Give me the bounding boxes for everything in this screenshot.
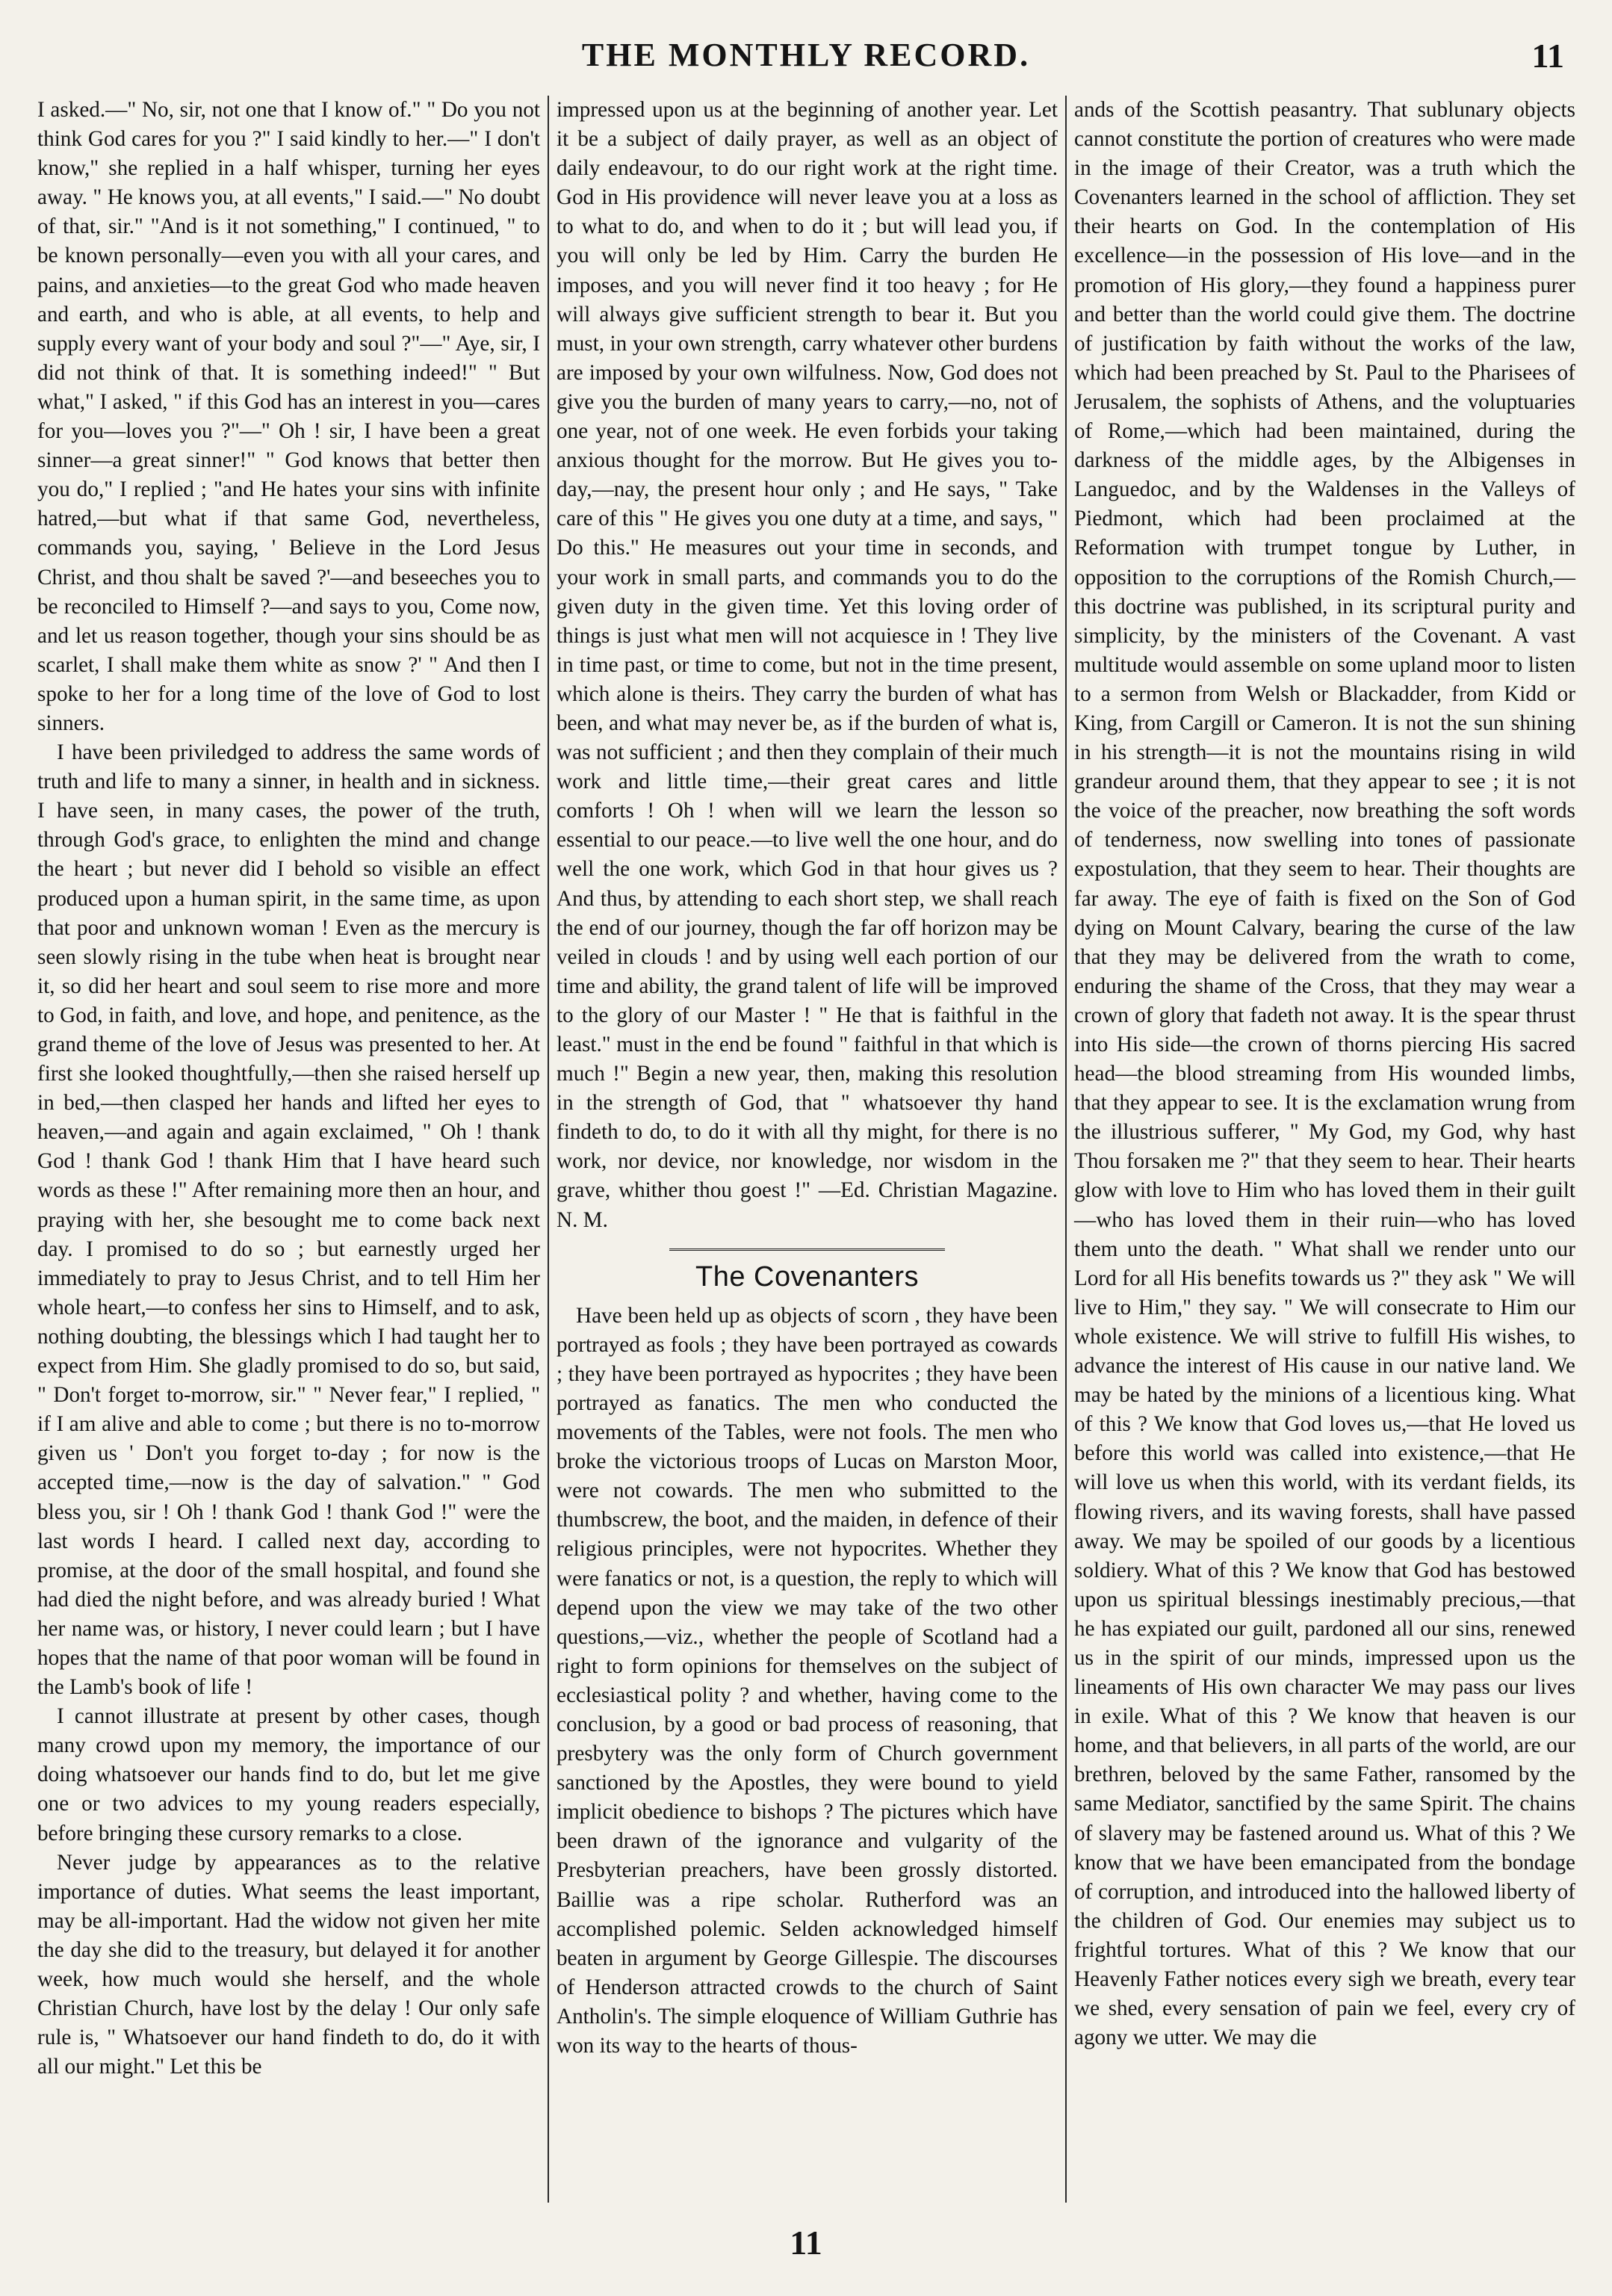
section-divider — [669, 1248, 945, 1251]
running-header — [30, 36, 1582, 81]
column-left — [30, 96, 548, 2203]
paragraph: ands of the Scottish peasantry. That sublunary objects cannot constitute the portion of creatures who were made in the image of their Creator, was a truth which the Covenanters learned in the school of affliction. They set their hearts on God. In the contemplation of His excellence—in the possession of His love—and in the promotion of His glory,—they found a happiness purer and better than the world could give them. The doctrine of justification by faith without the works of the law, which had been preached by St. Paul to the Pharisees of Jerusalem, the sophists of Athens, and the voluptuaries of Rome,—which had been maintained, during the darkness of the middle ages, by the Albigenses in Languedoc, and by the Waldenses in the Valleys of Piedmont, which had been proclaimed at the Reformation with trumpet tongue by Luther, in opposition to the corruptions of the Romish Church,—this doctrine was published, in its scriptural purity and simplicity, by the ministers of the Covenant. A vast multitude would assemble on some upland moor to listen to a sermon from Welsh or Blackadder, from Kidd or King, from Cargill or Cameron. It is not the sun shining in his strength—it is not the mountains rising in wild grandeur around them, that they appear to see ; it is not the voice of the preacher, now breathing the soft words of tenderness, now swelling into tones of passionate expostulation, that they seem to hear. Their thoughts are far away. The eye of faith is fixed on the Son of God dying on Mount Calvary, bearing the curse of the law that they may be delivered from the wrath to come, enduring the shame of the Cross, that they may wear a crown of glory that fadeth not away. It is the spear thrust into His side—the crown of thorns piercing His sacred head—the blood streaming from His wounded limbs, that they appear to see. It is the exclamation wrung from the illustrious sufferer, " My God, my God, why hast Thou forsaken me ?" that they seem to hear. Their hearts glow with love to Him who has loved them in their guilt—who has loved them in their ruin—who has loved them unto the death. " What shall we render unto our Lord for all His benefits towards us ?" they ask " We will live to Him," they say. " We will consecrate to Him our whole existence. We will strive to fulfill His wishes, to advance the interest of His cause in our native land. We may be hated by the minions of a licentious king. What of this ? We know that God loves us,—that He loved us before this world was called into existence,—that He will love us when this world, with its verdant fields, its flowing rivers, and its waving forests, shall have passed away. We may be spoiled of our goods by a licentious soldiery. What of this ? We know that God has bestowed upon us spiritual blessings inestimably precious,—that he has expiated our guilt, pardoned all our sins, renewed us in the spirit of our minds, impressed upon us the lineaments of His own character We may pass our lives in exile. What of this ? We know that heaven is our home, and that believers, in all parts of the world, are our brethren, beloved by the same Father, ransomed by the same Mediator, sanctified by the same Spirit. The chains of slavery may be fastened around us. What of this ? We know that we have been emancipated from the bondage of corruption, and introduced into the hallowed liberty of the children of God. Our enemies may subject us to frightful tortures. What of this ? We know that our Heavenly Father notices every sigh we breath, every tear we shed, every sensation of pain we feel, every cry of agony we utter. We may die — [1074, 98, 1575, 2050]
paragraph: Have been held up as objects of scorn , they have been portrayed as fools ; they have been portrayed as cowards ; they have been portrayed as hypocrites ; they have been portrayed as fanatics. The men who conducted the movements of the Tables, were not fools. The men who broke the victorious troops of Lucas on Marston Moor, were not cowards. The men who submitted to the thumbscrew, the boot, and the maiden, in defence of their religious principles, were not hypocrites. Whether they were fanatics or not, is a question, the reply to which will depend upon the view we may take of the two other questions,—viz., whether the people of Scotland had a right to form opinions for themselves on the subject of ecclesiastical polity ? and whether, having come to the conclusion, by a good or bad process of reasoning, that presbytery was the only form of Church government sanctioned by the Apostles, they were bound to yield implicit obedience to bishops ? The pictures which have been drawn of the ignorance and vulgarity of the Presbyterian preachers, have been grossly distorted. Baillie was a ripe scholar. Rutherford was an accomplished polemic. Selden acknowledged himself beaten in argument by George Gillespie. The discourses of Henderson attracted crowds to the church of Saint Antholin's. The simple eloquence of William Guthrie has won its way to the hearts of thous- — [557, 1303, 1058, 2058]
paragraph: I have been priviledged to address the same words of truth and life to many a sinner, in health and in sickness. I have seen, in many cases, the power of the truth, through God's grace, to enlighten the mind and change the heart ; but never did I behold so visible an effect produced upon a human spirit, in the same time, as upon that poor and unknown woman ! Even as the mercury is seen slowly rising in the tube when heat is brought near it, so did her heart and soul seem to rise more and more to God, in faith, and love, and hope, and penitence, as the grand theme of the love of Jesus was presented to her. At first she looked thoughtfully,—then she raised herself up in bed,—then clasped her hands and lifted her eyes to heaven,—and again and again exclaimed, " Oh ! thank God ! thank God ! thank Him that I have heard such words as these !" After remaining more then an hour, and praying with her, she besought me to come back next day. I promised to do so ; but earnestly urged her immediately to pray to Jesus Christ, and to tell Him her whole heart,—to confess her sins to Himself, and to ask, nothing doubting, the blessings which I had taught her to expect from Him. She gladly promised to do so, but said, " Don't forget to-morrow, sir." " Never fear," I replied, " if I am alive and able to come ; but there is no to-morrow given us ' Don't you forget to-day ; for now is the accepted time,—now is the day of salvation." " God bless you, sir ! Oh ! thank God ! thank God !" were the last words I heard. I called next day, according to promise, at the door of the small hospital, and found she had died the night before, and was already buried ! What her name was, or history, I never could learn ; but I have hopes that the name of that poor woman will be found in the Lamb's book of life ! — [37, 740, 540, 1700]
header-page-number: 11 — [1531, 37, 1564, 75]
publication-title: THE MONTHLY RECORD. — [581, 37, 1031, 73]
paragraph: impressed upon us at the beginning of another year. Let it be a subject of daily prayer, as well as an object of daily endeavour, to do our right work at the right time. God in His providence will never leave you at a loss as to what to do, and when to do it ; but will lead you, if you will only be led by Him. Carry the burden He imposes, and you will never find it too heavy ; for He will always give sufficient strength to bear it. But you must, in your own strength, carry whatever other burdens are imposed by your own wilfulness. Now, God does not give you the burden of many years to carry,—no, not of one year, not of one week. He even forbids your taking anxious thought for the morrow. But He gives you to-day,—nay, the present hour only ; and He says, " Take care of this " He gives you one duty at a time, and says, " Do this." He measures out your time in seconds, and your work in small parts, and commands you to do the given duty in the given time. Yet this loving order of things is just what men will not acquiesce in ! They live in time past, or time to come, but not in the time present, which alone is theirs. They carry the burden of what has been, and what may never be, as if the burden of what is, was not sufficient ; and then they complain of their much work and little time,—their great cares and little comforts ! Oh ! when will we learn the lesson so essential to our peace.—to live well the one hour, and do well the one work, which God in that hour gives us ? And thus, by attending to each short step, we shall reach the end of our journey, though the far off horizon may be veiled in clouds ! and by using well each portion of our time and ability, the grand talent of life will be improved to the glory of our Master ! " He that is faithful in the least." must in the end be found " faithful in that which is much !" Begin a new year, then, making this resolution in the strength of God, that " whatsoever thy hand findeth to do, to do it with all thy might, for there is no work, nor device, nor knowledge, nor wisdom in the grave, whither thou goest !" —Ed. Christian Magazine. N. M. — [557, 98, 1058, 1232]
column-middle — [548, 96, 1065, 2203]
text-columns — [30, 96, 1584, 2203]
paragraph: I asked.—" No, sir, not one that I know of." " Do you not think God cares for you ?" I said kindly to her.—" I don't know," she replied in a half whisper, turning her eyes away. " He knows you, at all events," I said.—" No doubt of that, sir." "And is it not something," I continued, " to be known personally—even you with all your cares, and pains, and anxieties—to the great God who made heaven and earth, and who is able, at all events, to help and supply every want of your body and soul ?"—" Aye, sir, I did not think of that. It is something indeed!" " But what," I asked, " if this God has an interest in you—cares for you—loves you ?"—" Oh ! sir, I have been a great sinner—a great sinner!" " God knows that better then you do," I replied ; "and He hates your sins with infinite hatred,—but what if that same God, nevertheless, commands you, saying, ' Believe in the Lord Jesus Christ, and thou shalt be saved ?'—and beseeches you to be reconciled to Himself ?—and says to you, Come now, and let us reason together, though your sins should be as scarlet, I shall make them white as snow ?' " And then I spoke to her for a long time of the love of God to lost sinners. — [37, 98, 540, 735]
paragraph: I cannot illustrate at present by other cases, though many crowd upon my memory, the importance of our doing whatsoever our hands find to do, but let me give one or two advices to my young readers especially, before bringing these cursory remarks to a close. — [37, 1704, 540, 1845]
page-folio: 11 — [790, 2224, 822, 2262]
column-right — [1065, 96, 1583, 2203]
section-heading: The Covenanters — [695, 1260, 919, 1293]
paragraph: Never judge by appearances as to the relative importance of duties. What seems the least important, may be all-important. Had the widow not given her mite the day she did to the treasury, but delayed it for another week, how much would she herself, and the whole Christian Church, have lost by the delay ! Our only safe rule is, " Whatsoever our hand findeth to do, do it with all our might." Let this be — [37, 1850, 540, 2079]
